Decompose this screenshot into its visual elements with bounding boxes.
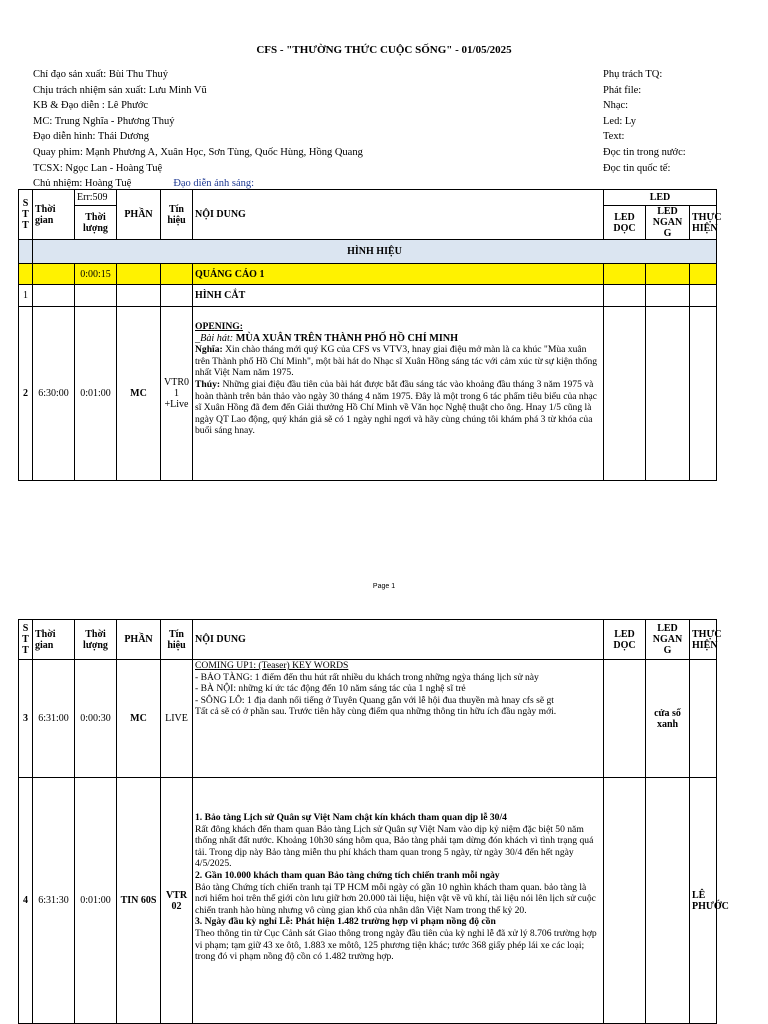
header-part: PHẦN bbox=[117, 190, 161, 240]
news-head: 2. Gần 10.000 khách tham quan Bảo tàng chứng tích chiến tranh mỗi ngày bbox=[195, 869, 500, 881]
err-cell: Err:509 bbox=[75, 190, 117, 206]
hinh-hieu-band: HÌNH HIỆU bbox=[33, 240, 717, 264]
row-time: 6:30:00 bbox=[33, 307, 75, 481]
song-title: MÙA XUÂN TRÊN THÀNH PHỐ HỒ CHÍ MINH bbox=[235, 332, 459, 344]
rundown-table-page1 bbox=[18, 189, 722, 481]
credit-line: Đạo diễn hình: Thái Dương bbox=[33, 131, 150, 143]
credit-line: Nhạc: bbox=[603, 100, 629, 112]
row-content bbox=[193, 660, 604, 778]
row-time: 6:31:00 bbox=[33, 660, 75, 778]
credit-line: Led: Ly bbox=[603, 115, 636, 127]
credit-line: Text: bbox=[603, 131, 625, 143]
credit-line: Phát file: bbox=[603, 84, 642, 96]
row-signal: VTR 02 bbox=[161, 778, 193, 1024]
header-time: Thời gian bbox=[33, 620, 75, 660]
credit-line: KB & Đạo diễn : Lê Phước bbox=[33, 100, 149, 112]
row-part: TIN 60S bbox=[117, 778, 161, 1024]
host-label-thuy: Thúy: bbox=[195, 378, 221, 390]
opening-label: OPENING: bbox=[195, 321, 243, 332]
credit-line: Đọc tin quốc tế: bbox=[603, 162, 671, 174]
row-duration: 0:00:30 bbox=[75, 660, 117, 778]
header-signal: Tín hiệu bbox=[161, 190, 193, 240]
credits-left bbox=[33, 67, 363, 192]
row-stt: 4 bbox=[19, 778, 33, 1024]
header-duration: Thời lượng bbox=[75, 206, 117, 240]
row-duration: 0:01:00 bbox=[75, 778, 117, 1024]
row-signal: LIVE bbox=[161, 660, 193, 778]
news-head: 1. Bảo tàng Lịch sử Quân sự Việt Nam chật kín khách tham quan dịp lễ 30/4 bbox=[195, 812, 507, 823]
row-duration: 0:01:00 bbox=[75, 307, 117, 481]
table-row bbox=[19, 307, 717, 481]
table-row bbox=[19, 285, 717, 307]
table-row bbox=[19, 778, 717, 1024]
header-signal: Tín hiệu bbox=[161, 620, 193, 660]
credit-line: MC: Trung Nghĩa - Phương Thuý bbox=[33, 115, 175, 127]
credits-right bbox=[603, 67, 686, 176]
credit-line: Đọc tin trong nước: bbox=[603, 146, 686, 158]
row-content: HÌNH CẮT bbox=[193, 285, 604, 307]
content-line: - BẢO TÀNG: 1 điểm đến thu hút rất nhiều du khách trong những ngỳa tháng lịch sử này bbox=[195, 671, 539, 683]
header-led-horizontal: LED NGAN G bbox=[646, 620, 690, 660]
header-led-vertical: LED DỌC bbox=[604, 620, 646, 660]
credit-line: Chịu trách nhiệm sản xuất: Lưu Minh Vũ bbox=[33, 84, 207, 96]
news-body: Bảo tàng Chứng tích chiến tranh tại TP HCM mỗi ngày có gần 10 nghìn khách tham quan. bảo tàng là nơi hiếm hoi trên thế giới còn lưu giữ hơn 20.000 tài liệu, hiện vật về vũ khí, tài liệu nói lên lịch sử cuộc chiến tranh hào hùng nhưng vô cùng gian khổ của nhân dân Việt Nam trong thế kỷ 20. bbox=[195, 881, 596, 916]
song-label: _Bài hát: bbox=[195, 332, 234, 344]
content-line: Tất cả sẽ có ở phần sau. Trước tiên hãy cùng điểm qua những thông tin hữu ích đầu ngày mới. bbox=[195, 706, 557, 718]
header-led-vertical: LED DỌC bbox=[604, 206, 646, 240]
row-content bbox=[193, 778, 604, 1024]
header-stt: S T T bbox=[19, 190, 33, 240]
content-line: - BÀ NỘI: những kí ức tác động đến 10 năm sáng tác của 1 nghệ sĩ trẻ bbox=[195, 683, 466, 695]
credit-line: Chỉ đạo sản xuất: Bùi Thu Thuỷ bbox=[33, 69, 168, 80]
coming-up-line: COMING UP1: (Teaser) KEY WORDS bbox=[195, 660, 349, 671]
table-row bbox=[19, 264, 717, 285]
row-part: MC bbox=[117, 307, 161, 481]
header-part: PHẦN bbox=[117, 620, 161, 660]
document-title: CFS - "THƯỜNG THỨC CUỘC SỐNG" - 01/05/2025 bbox=[256, 44, 512, 56]
table-row bbox=[19, 660, 717, 778]
header-led-group: LED bbox=[604, 190, 717, 206]
credit-producer-head: Chủ nhiệm: Hoàng Tuệ bbox=[33, 178, 132, 190]
header-execute: THỰC HIỆN bbox=[690, 206, 717, 240]
header-execute: THỰC HIỆN bbox=[690, 620, 717, 660]
row-content bbox=[193, 307, 604, 481]
credit-line: Quay phim: Mạnh Phương A, Xuân Học, Sơn Tùng, Quốc Hùng, Hồng Quang bbox=[33, 146, 363, 158]
row-part: MC bbox=[117, 660, 161, 778]
ad-content: QUẢNG CÁO 1 bbox=[193, 264, 604, 285]
row-led-horizontal: cửa sổ xanh bbox=[646, 660, 690, 778]
news-body: Theo thông tin từ Cục Cảnh sát Giao thông trong ngày đầu tiên của kỳ nghỉ lễ đã xử lý 8.706 trường hợp vi phạm; tạm giữ 43 xe ôtô, 1.883 xe môtô, 125 phương tiện khác; tước 368 giấy phép lái xe các loại; trong đó vi phạm nồng độ cồn có 1.482 trường hợp. bbox=[195, 927, 597, 963]
host-text-nghia: Xin chào tháng mới quý KG của CFS vs VTV3, hnay giai điệu mở màn là ca khúc "Mùa xuân trên Thành phố Hồ Chí Minh", một bài hát do Nhạc sĩ Xuân Hồng sáng tác với cảm xúc từ sự kiện thống nhất Việt Nam năm 1975. bbox=[195, 344, 598, 379]
header-time: Thời gian bbox=[33, 190, 75, 240]
row-signal: VTR0 1 +Live bbox=[161, 307, 193, 481]
page-number: Page 1 bbox=[372, 583, 396, 590]
news-body: Rất đông khách đến tham quan Bảo tàng Lịch sử Quân sự Việt Nam vào dịp kỷ niệm đặc biệt 50 năm thống nhất đất nước. Khoảng 10h30 sáng hôm qua, Bảo tàng phải tạm dừng đón khách vì tình trạng quá tải. Trong dịp này Bảo tàng miễn thu phí khách tham quan trong 5 ngày, từ ngày 30/4 đến hết ngày 4/5/2025. bbox=[195, 823, 594, 870]
row-execute: LÊ PHƯỚC bbox=[690, 778, 717, 1024]
credit-light-director: Đạo diễn ánh sáng: bbox=[173, 178, 255, 190]
row-time: 6:31:30 bbox=[33, 778, 75, 1024]
row-stt: 2 bbox=[19, 307, 33, 481]
credit-line: TCSX: Ngọc Lan - Hoàng Tuệ bbox=[33, 162, 163, 174]
ad-duration: 0:00:15 bbox=[75, 264, 117, 285]
news-head: 3. Ngày đầu kỳ nghỉ Lễ: Phát hiện 1.482 trường hợp vi phạm nồng độ cồn bbox=[195, 916, 496, 928]
rundown-table-page2 bbox=[18, 619, 729, 1024]
host-text-thuy: Những giai điệu đầu tiên của bài hát được bắt đầu sáng tác vào khoảng đầu tháng 3 năm 1975 và hoàn thành trên bản thảo vào ngày 30 tháng 4 năm 1975. Đây là một trong 6 tác phẩm tiêu biểu của nhạc sĩ Xuân Hồng đã đem đến Giải thưởng Hồ Chí Minh về Văn học Nghệ thuật cho ông. Hnay 1/5 cũng là ngày QT Lao động, quý khán giả sẽ có 1 ngày nghỉ ngơi và hãy cùng chúng tôi khám phá 3 từ khóa của buổi sáng hnay. bbox=[195, 378, 598, 437]
header-duration: Thời lượng bbox=[75, 620, 117, 660]
content-line: - SÔNG LÔ: 1 địa danh nổi tiếng ở Tuyên Quang gắn với lễ hội đua thuyền mà hnay cfs sẽ gt bbox=[195, 694, 554, 706]
host-label-nghia: Nghĩa: bbox=[195, 344, 223, 356]
credit-line: Phụ trách TQ: bbox=[603, 69, 663, 80]
row-stt: 1 bbox=[19, 285, 33, 307]
header-led-horizontal: LED NGAN G bbox=[646, 206, 690, 240]
row-stt: 3 bbox=[19, 660, 33, 778]
header-stt: S T T bbox=[19, 620, 33, 660]
header-content: NỘI DUNG bbox=[193, 190, 604, 240]
header-content: NỘI DUNG bbox=[193, 620, 604, 660]
